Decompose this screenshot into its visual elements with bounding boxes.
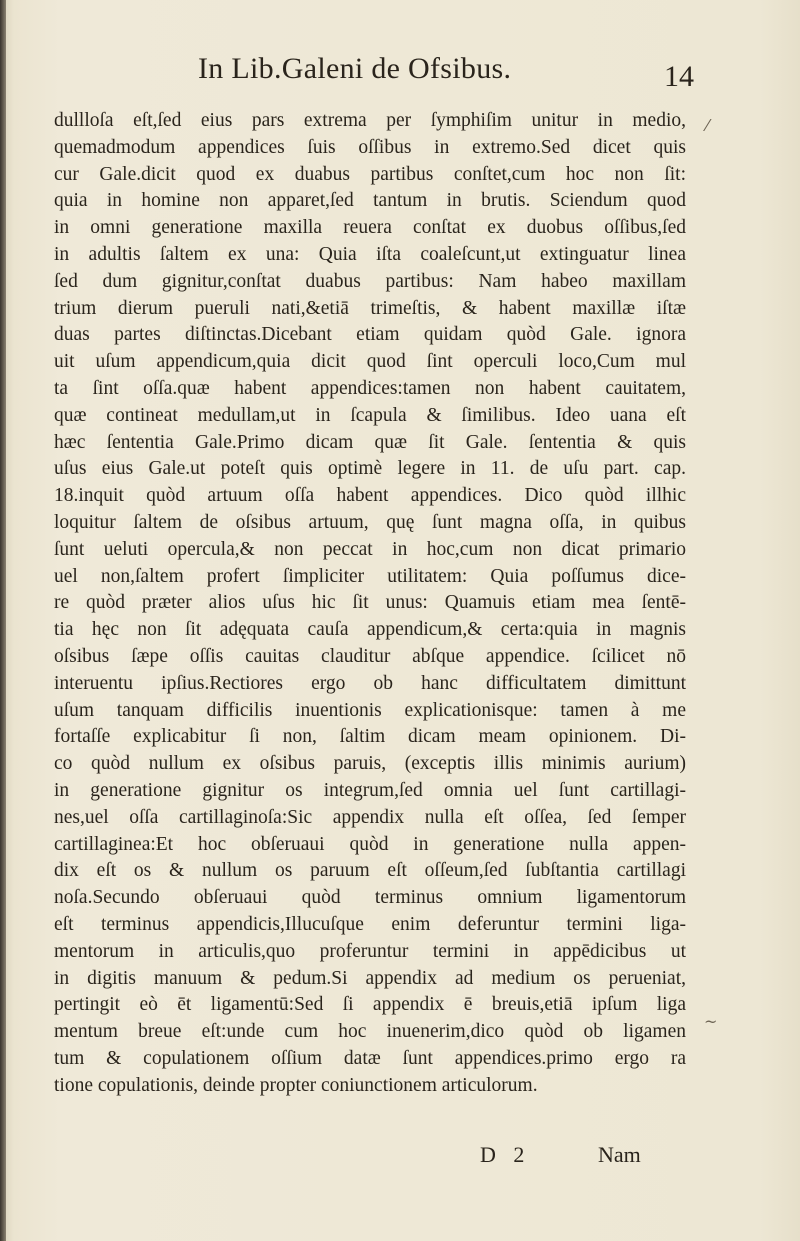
catchword: Nam <box>598 1142 641 1167</box>
running-title: In Lib.Galeni de Ofsibus. <box>198 52 512 85</box>
text-line: quemadmodum appendices ſuis oſſibus in extremo.Sed dicet quis <box>54 136 686 158</box>
text-line: nes,uel oſſa cartillaginoſa:Sic appendix nulla eſt oſſea, ſed ſemper <box>54 806 686 828</box>
text-line: in omni generatione maxilla reuera conſtat ex duobus oſſibus,ſed <box>54 217 686 239</box>
text-line: interuentu ipſius.Rectiores ergo ob hanc difficultatem dimittunt <box>54 672 686 694</box>
text-line: cartillaginea:Et hoc obſeruaui quòd in generatione nulla appen- <box>54 833 686 855</box>
text-line: tum & copulationem oſſium datæ ſunt appendices.primo ergo ra <box>54 1047 686 1069</box>
text-line: noſa.Secundo obſeruaui quòd terminus omnium ligamentorum <box>54 887 686 909</box>
text-line: in adultis ſaltem ex una: Quia iſta coaleſcunt,ut extinguatur linea <box>54 243 686 265</box>
page-number: 14 <box>664 60 694 93</box>
text-line: tia hęc non ſit adęquata cauſa appendicum,& certa:quia in magnis <box>54 619 686 641</box>
text-line: in digitis manuum & pedum.Si appendix ad medium os perueniat, <box>54 967 686 989</box>
body-text <box>54 108 686 1099</box>
text-line: hæc ſententia Gale.Primo dicam quæ ſit Gale. ſententia & quis <box>54 431 686 453</box>
text-line: pertingit eò ēt ligamentū:Sed ſi appendix ē breuis,etiā ipſum liga <box>54 994 686 1016</box>
text-line: duas partes diſtinctas.Dicebant etiam quidam quòd Gale. ignora <box>54 324 686 346</box>
text-line: ſed dum gignitur,conſtat duabus partibus: Nam habeo maxillam <box>54 270 686 292</box>
signature-mark: D 2 <box>480 1142 531 1167</box>
page-header <box>0 52 800 98</box>
text-line: uel non,ſaltem profert ſimpliciter utilitatem: Quia poſſumus dice- <box>54 565 686 587</box>
text-line: loquitur ſaltem de oſsibus artuum, quę ſunt magna oſſa, in quibus <box>54 511 686 533</box>
text-line: trium dierum pueruli nati,&etiā trimeſtis, & habent maxillæ iſtæ <box>54 297 686 319</box>
text-line: re quòd præter alios uſus hic ſit unus: Quamuis etiam mea ſentē- <box>54 592 686 614</box>
text-line: oſsibus ſæpe oſſis cauitas clauditur abſque appendice. ſcilicet nō <box>54 645 686 667</box>
text-line: uſum tanquam difficilis inuentionis explicationisque: tamen à me <box>54 699 686 721</box>
text-line: uit uſum appendicum,quia dicit quod ſint operculi loco,Cum mul <box>54 351 686 373</box>
text-line: eſt terminus appendicis,Illucuſque enim deferuntur termini liga- <box>54 913 686 935</box>
text-line: in generatione gignitur os integrum,ſed omnia uel ſunt cartillagi- <box>54 779 686 801</box>
text-line: fortaſſe explicabitur ſi non, ſaltim dicam meam opinionem. Di- <box>54 726 686 748</box>
text-line: tione copulationis, deinde propter coniunctionem articulorum. <box>54 1074 538 1096</box>
text-line: quia in homine non apparet,ſed tantum in brutis. Sciendum quod <box>54 190 686 212</box>
text-line: ta ſint oſſa.quæ habent appendices:tamen non habent cauitatem, <box>54 377 686 399</box>
book-spine-edge <box>0 0 6 1241</box>
page-footer <box>0 1142 800 1172</box>
text-line: ſunt ueluti opercula,& non peccat in hoc,cum non dicat primario <box>54 538 686 560</box>
text-line: 18.inquit quòd artuum oſſa habent appendices. Dico quòd illhic <box>54 485 686 507</box>
text-line: dix eſt os & nullum os paruum eſt oſſeum,ſed ſubſtantia cartillagi <box>54 860 686 882</box>
margin-mark: ⁄ <box>706 116 709 135</box>
text-line: mentum breue eſt:unde cum hoc inuenerim,dico quòd ob ligamen <box>54 1021 686 1043</box>
text-line: mentorum in articulis,quo proferuntur termini in appēdicibus ut <box>54 940 686 962</box>
text-line: dullloſa eſt,ſed eius pars extrema per ſymphiſim unitur in medio, <box>54 110 686 131</box>
text-line: quæ contineat medullam,ut in ſcapula & ſimilibus. Ideo uana eſt <box>54 404 686 426</box>
text-line: uſus eius Gale.ut poteſt quis optimè legere in 11. de uſu part. cap. <box>54 458 686 480</box>
margin-mark: ~ <box>704 1012 718 1031</box>
text-line: co quòd nullum ex oſsibus paruis, (exceptis illis minimis aurium) <box>54 753 686 775</box>
text-line: cur Gale.dicit quod ex duabus partibus conſtet,cum hoc non ſit: <box>54 163 686 185</box>
